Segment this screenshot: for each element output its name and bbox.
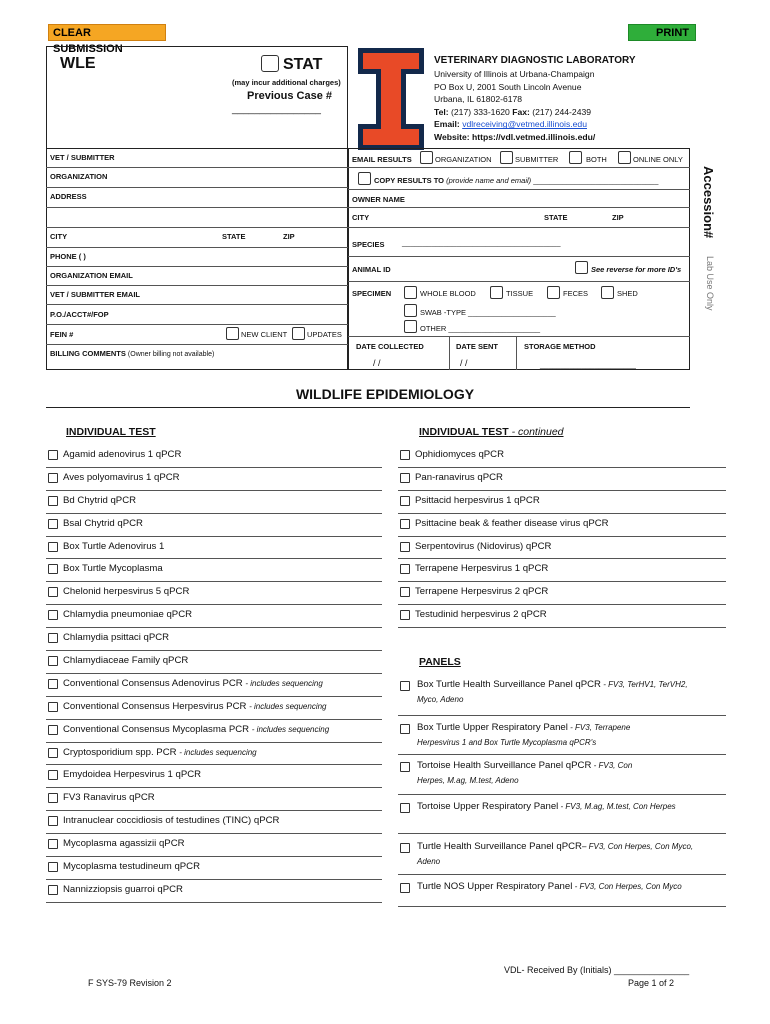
test-name: Bsal Chytrid qPCR <box>63 517 143 529</box>
species-label: SPECIES <box>352 240 385 249</box>
test-checkbox[interactable] <box>400 450 410 460</box>
test-row <box>46 674 382 697</box>
panel-note-line2: Adeno <box>417 857 441 866</box>
lab-email-line: Email: vdlreceiving@vetmed.illinois.edu <box>434 119 587 130</box>
owner-name-field[interactable]: OWNER NAME <box>352 195 405 204</box>
test-name: Mycoplasma agassizii qPCR <box>63 838 185 850</box>
university-logo <box>356 46 426 152</box>
test-name: Bd Chytrid qPCR <box>63 494 137 506</box>
feces-label: FECES <box>563 289 589 298</box>
test-checkbox[interactable] <box>48 770 58 780</box>
test-row <box>46 605 382 628</box>
test-name: Cryptosporidium spp. PCR - includes sequencing <box>63 746 257 758</box>
test-name: Box Turtle Adenovirus 1 <box>63 540 165 552</box>
storage-method-label: STORAGE METHOD <box>524 342 596 351</box>
organization-email-field[interactable]: ORGANIZATION EMAIL <box>50 271 133 280</box>
see-reverse-checkbox[interactable] <box>575 261 588 274</box>
left-column-head: INDIVIDUAL TEST <box>66 426 156 438</box>
new-client-label: NEW CLIENT <box>241 330 288 339</box>
email-results-label: EMAIL RESULTS <box>352 155 412 164</box>
po-acct-field[interactable]: P.O./ACCT#/FOP <box>50 310 109 319</box>
test-row <box>46 743 382 766</box>
test-name: Conventional Consensus Mycoplasma PCR - includes sequencing <box>63 723 330 735</box>
panel-row <box>398 877 726 907</box>
lab-name: VETERINARY DIAGNOSTIC LABORATORY <box>434 55 636 66</box>
zip-field[interactable]: ZIP <box>283 232 295 241</box>
test-row <box>46 811 382 834</box>
test-checkbox[interactable] <box>48 450 58 460</box>
test-row <box>46 880 382 903</box>
city-field[interactable]: CITY <box>50 232 68 241</box>
panel-name: Tortoise Health Surveillance Panel qPCR - FV3, Con <box>417 760 633 771</box>
lab-line-university: University of Illinois at Urbana-Champaign <box>434 69 595 79</box>
fein-field[interactable]: FEIN # <box>50 330 74 339</box>
tissue-checkbox[interactable] <box>490 286 503 299</box>
test-note: - includes sequencing <box>249 701 327 711</box>
date-sent-label: DATE SENT <box>456 342 498 351</box>
test-checkbox[interactable] <box>48 839 58 849</box>
accession-label: Accession# <box>701 166 716 239</box>
panel-checkbox[interactable] <box>400 843 410 853</box>
test-note: - includes sequencing <box>251 724 330 734</box>
test-name: Nannizziopsis guarroi qPCR <box>63 883 183 895</box>
shed-checkbox[interactable] <box>601 286 614 299</box>
test-row <box>46 582 382 605</box>
test-checkbox[interactable] <box>48 542 58 552</box>
test-checkbox[interactable] <box>400 496 410 506</box>
panel-name: Turtle NOS Upper Respiratory Panel - FV3, Con Herpes, Con Myco <box>417 881 682 892</box>
section-title: WILDLIFE EPIDEMIOLOGY <box>295 386 475 402</box>
test-checkbox[interactable] <box>400 542 410 552</box>
test-checkbox[interactable] <box>400 473 410 483</box>
test-name: Pan-ranavirus qPCR <box>415 471 503 483</box>
test-row <box>46 537 382 560</box>
print-button[interactable]: PRINT <box>628 24 696 41</box>
see-reverse-label: See reverse for more ID's <box>591 265 682 274</box>
panel-row <box>398 797 726 834</box>
panel-name: Tortoise Upper Respiratory Panel - FV3, M.ag, M.test, Con Herpes <box>417 801 676 812</box>
email-online-checkbox[interactable] <box>618 151 631 164</box>
test-row <box>398 582 726 605</box>
email-online-label: ONLINE ONLY <box>633 155 683 164</box>
owner-zip-field[interactable]: ZIP <box>612 213 624 222</box>
panel-name: Box Turtle Upper Respiratory Panel - FV3, Terrapene <box>417 722 631 733</box>
test-row <box>398 445 726 468</box>
date-sent-field[interactable]: / / <box>460 358 468 368</box>
lab-line-city: Urbana, IL 61802-6178 <box>434 94 523 105</box>
panel-note-line2: Myco, Adeno <box>417 695 464 704</box>
panel-note: - FV3, Terrapene <box>567 723 631 732</box>
vet-email-field[interactable]: VET / SUBMITTER EMAIL <box>50 290 140 299</box>
species-field[interactable]: ______________________________________ <box>402 238 561 247</box>
feces-checkbox[interactable] <box>547 286 560 299</box>
specimen-label: SPECIMEN <box>352 289 392 298</box>
test-checkbox[interactable] <box>400 587 410 597</box>
test-name: Chlamydia psittaci qPCR <box>63 632 170 644</box>
panel-checkbox[interactable] <box>400 803 410 813</box>
panel-note-line2: Herpes, M.ag, M.test, Adeno <box>417 776 519 785</box>
storage-method-field[interactable]: _______________________ <box>540 360 636 369</box>
test-row <box>398 537 726 560</box>
test-checkbox[interactable] <box>48 862 58 872</box>
test-name: Aves polyomavirus 1 qPCR <box>63 471 180 483</box>
test-row <box>46 445 382 468</box>
test-name: Box Turtle Mycoplasma <box>63 563 163 575</box>
stat-label: STAT <box>283 56 323 73</box>
test-name: Agamid adenovirus 1 qPCR <box>63 449 182 460</box>
shed-label: SHED <box>617 289 638 298</box>
test-name: Emydoidea Herpesvirus 1 qPCR <box>63 769 202 781</box>
email-org-label: ORGANIZATION <box>435 155 492 164</box>
test-name: Chelonid herpesvirus 5 qPCR <box>63 586 190 598</box>
test-name: Terrapene Herpesvirus 1 qPCR <box>415 563 549 575</box>
copy-results-checkbox[interactable] <box>358 172 371 185</box>
panel-row <box>398 837 726 875</box>
panels-head: PANELS <box>419 656 461 668</box>
test-row <box>46 514 382 537</box>
email-org-checkbox[interactable] <box>420 151 433 164</box>
page-number: Page 1 of 2 <box>628 978 675 988</box>
updates-label: UPDATES <box>307 330 342 339</box>
email-submitter-checkbox[interactable] <box>500 151 513 164</box>
email-submitter-label: SUBMITTER <box>515 155 559 164</box>
test-note: - includes sequencing <box>245 678 323 688</box>
test-checkbox[interactable] <box>48 885 58 895</box>
panel-note-line2: Herpesvirus 1 and Box Turtle Mycoplasma qPCR's <box>417 738 597 747</box>
test-name: Mycoplasma testudineum qPCR <box>63 861 201 873</box>
panel-checkbox[interactable] <box>400 762 410 772</box>
test-row <box>398 491 726 514</box>
lab-phone-line: Tel: (217) 333-1620 Fax: (217) 244-2439 <box>434 106 592 117</box>
test-name: Ophidiomyces qPCR <box>415 449 505 460</box>
swab-checkbox[interactable] <box>404 304 417 317</box>
panel-row <box>398 718 726 755</box>
panel-note: - FV3, Con Herpes, Con Myco <box>572 882 682 891</box>
new-client-checkbox[interactable] <box>226 327 239 340</box>
test-row <box>398 559 726 582</box>
test-name: Intranuclear coccidiosis of testudines (TINC) qPCR <box>63 815 280 827</box>
owner-city-field[interactable]: CITY <box>352 213 370 222</box>
test-checkbox[interactable] <box>48 564 58 574</box>
test-checkbox[interactable] <box>48 473 58 483</box>
test-note: - includes sequencing <box>179 747 257 757</box>
test-row <box>46 697 382 720</box>
swab-type-field[interactable]: SWAB -TYPE _____________________ <box>420 308 556 317</box>
test-row <box>46 491 382 514</box>
test-row <box>46 628 382 651</box>
lab-use-only-label: Lab Use Only <box>705 256 715 311</box>
test-checkbox[interactable] <box>48 519 58 529</box>
test-name: Psittacid herpesvirus 1 qPCR <box>415 494 540 506</box>
billing-comments-field[interactable]: BILLING COMMENTS (Owner billing not available) <box>50 349 215 358</box>
test-checkbox[interactable] <box>48 496 58 506</box>
test-row <box>46 765 382 788</box>
date-collected-field[interactable]: / / <box>373 358 381 368</box>
test-checkbox[interactable] <box>48 793 58 803</box>
test-row <box>46 834 382 857</box>
stat-checkbox[interactable] <box>261 55 279 72</box>
form-id: F SYS-79 Revision 2 <box>88 978 172 988</box>
whole-blood-checkbox[interactable] <box>404 286 417 299</box>
other-field[interactable]: OTHER ______________________ <box>420 324 541 333</box>
test-row <box>46 651 382 674</box>
test-name: Conventional Consensus Adenovirus PCR - includes sequencing <box>63 677 323 689</box>
test-name: Terrapene Herpesvirus 2 qPCR <box>415 586 549 598</box>
panel-name: Box Turtle Health Surveillance Panel qPCR - FV3, TerHV1, TerVH2, <box>417 679 688 690</box>
owner-state-field[interactable]: STATE <box>544 213 568 222</box>
test-checkbox[interactable] <box>48 679 58 689</box>
updates-checkbox[interactable] <box>292 327 305 340</box>
panel-note: - FV3, TerHV1, TerVH2, <box>600 680 688 689</box>
previous-case-field[interactable]: ________________ <box>232 104 321 115</box>
panel-note: – FV3, Con Herpes, Con Myco, <box>581 842 694 851</box>
test-checkbox[interactable] <box>48 610 58 620</box>
panel-note: - FV3, M.ag, M.test, Con Herpes <box>558 802 676 811</box>
test-checkbox[interactable] <box>48 587 58 597</box>
received-by-field[interactable]: VDL- Received By (Initials) _______________ <box>504 965 690 975</box>
test-row <box>46 720 382 743</box>
test-row <box>398 514 726 537</box>
test-name: Serpentovirus (Nidovirus) qPCR <box>415 540 552 552</box>
clear-submission-button[interactable]: CLEAR SUBMISSION <box>48 24 166 41</box>
test-checkbox[interactable] <box>400 610 410 620</box>
test-checkbox[interactable] <box>48 748 58 758</box>
test-row <box>46 468 382 491</box>
right-column-head: INDIVIDUAL TEST - continued <box>419 426 564 438</box>
panel-name: Turtle Health Surveillance Panel qPCR– FV3, Con Herpes, Con Myco, <box>417 841 694 852</box>
stat-note: (may incur additional charges) <box>232 78 341 87</box>
billing-note: (Owner billing not available) <box>127 351 215 358</box>
email-both-label: BOTH <box>586 155 607 164</box>
state-field[interactable]: STATE <box>222 232 246 241</box>
test-name: Chlamydia pneumoniae qPCR <box>63 609 193 621</box>
test-checkbox[interactable] <box>400 519 410 529</box>
test-checkbox[interactable] <box>48 656 58 666</box>
left-test-list <box>46 445 382 903</box>
form-code: WLE <box>60 55 96 72</box>
test-row <box>46 559 382 582</box>
panel-row <box>398 756 726 795</box>
address-field[interactable]: ADDRESS <box>50 192 87 201</box>
panel-checkbox[interactable] <box>400 681 410 691</box>
right-test-list <box>398 445 726 628</box>
test-checkbox[interactable] <box>48 633 58 643</box>
test-name: Conventional Consensus Herpesvirus PCR - includes sequencing <box>63 700 327 712</box>
tissue-label: TISSUE <box>506 289 534 298</box>
vet-submitter-field[interactable]: VET / SUBMITTER <box>50 153 115 162</box>
test-checkbox[interactable] <box>400 564 410 574</box>
lab-email-link[interactable]: vdlreceiving@vetmed.illinois.edu <box>462 119 587 130</box>
animal-id-field[interactable]: ANIMAL ID <box>352 265 391 274</box>
test-row <box>46 857 382 880</box>
date-collected-label: DATE COLLECTED <box>356 342 424 351</box>
previous-case-label: Previous Case # <box>247 90 332 102</box>
panel-checkbox[interactable] <box>400 883 410 893</box>
test-name: FV3 Ranavirus qPCR <box>63 792 155 804</box>
lab-website[interactable]: Website: https://vdl.vetmed.illinois.edu/ <box>434 131 596 142</box>
test-row <box>398 468 726 491</box>
lab-line-pobox: PO Box U, 2001 South Lincoln Avenue <box>434 81 582 92</box>
test-checkbox[interactable] <box>48 725 58 735</box>
test-row <box>398 605 726 628</box>
test-name: Testudinid herpesvirus 2 qPCR <box>415 609 547 621</box>
test-name: Chlamydiaceae Family qPCR <box>63 655 189 667</box>
panel-checkbox[interactable] <box>400 724 410 734</box>
panel-note: - FV3, Con <box>591 761 633 770</box>
organization-field[interactable]: ORGANIZATION <box>50 172 108 181</box>
test-row <box>46 788 382 811</box>
copy-results-field[interactable]: COPY RESULTS TO (provide name and email) ______________________________ <box>374 176 659 185</box>
panel-row <box>398 675 726 716</box>
phone-field[interactable]: PHONE ( ) <box>50 252 86 261</box>
whole-blood-label: WHOLE BLOOD <box>420 289 476 298</box>
test-checkbox[interactable] <box>48 702 58 712</box>
lab-address-block <box>434 68 595 144</box>
test-name: Psittacine beak & feather disease virus qPCR <box>415 517 609 529</box>
test-checkbox[interactable] <box>48 816 58 826</box>
other-checkbox[interactable] <box>404 320 417 333</box>
email-both-checkbox[interactable] <box>569 151 582 164</box>
